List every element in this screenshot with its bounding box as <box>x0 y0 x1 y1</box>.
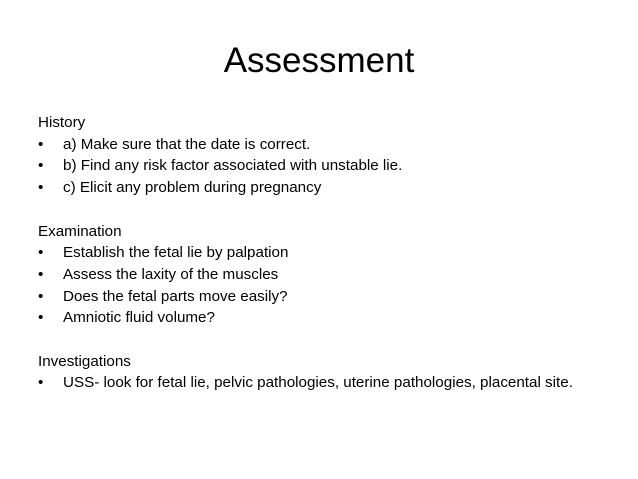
list-item-text: b) Find any risk factor associated with unstable lie. <box>63 157 403 175</box>
history-list <box>38 134 598 199</box>
list-item <box>38 372 598 394</box>
investigations-list <box>38 372 598 394</box>
bullet-icon: • <box>38 374 44 392</box>
list-item-text: Assess the laxity of the muscles <box>63 265 279 283</box>
section-heading-investigations: Investigations <box>38 352 131 370</box>
section-spacer <box>38 329 598 351</box>
slide-title: Assessment <box>223 41 415 80</box>
bullet-icon: • <box>38 309 44 327</box>
bullet-icon: • <box>38 287 44 305</box>
list-item-text: c) Elicit any problem during pregnancy <box>63 179 322 197</box>
list-item <box>38 264 598 286</box>
bullet-icon: • <box>38 135 44 153</box>
bullet-icon: • <box>38 179 44 197</box>
list-item <box>38 286 598 308</box>
list-item-text: Establish the fetal lie by palpation <box>63 244 289 262</box>
list-item-text: Amniotic fluid volume? <box>63 309 215 327</box>
list-item-text: Does the fetal parts move easily? <box>63 287 288 305</box>
bullet-icon: • <box>38 265 44 283</box>
bullet-icon: • <box>38 244 44 262</box>
list-item <box>38 307 598 329</box>
slide-body <box>38 112 598 394</box>
list-item <box>38 155 598 177</box>
list-item <box>38 242 598 264</box>
section-heading-history: History <box>38 114 86 131</box>
bullet-icon: • <box>38 157 44 175</box>
section-spacer <box>38 199 598 221</box>
list-item-text: a) Make sure that the date is correct. <box>63 135 311 153</box>
list-item <box>38 177 598 199</box>
list-item <box>38 134 598 156</box>
examination-list <box>38 242 598 329</box>
section-heading-examination: Examination <box>38 222 122 240</box>
list-item-text: USS- look for fetal lie, pelvic pathologies, uterine pathologies, placental site. <box>63 374 573 392</box>
